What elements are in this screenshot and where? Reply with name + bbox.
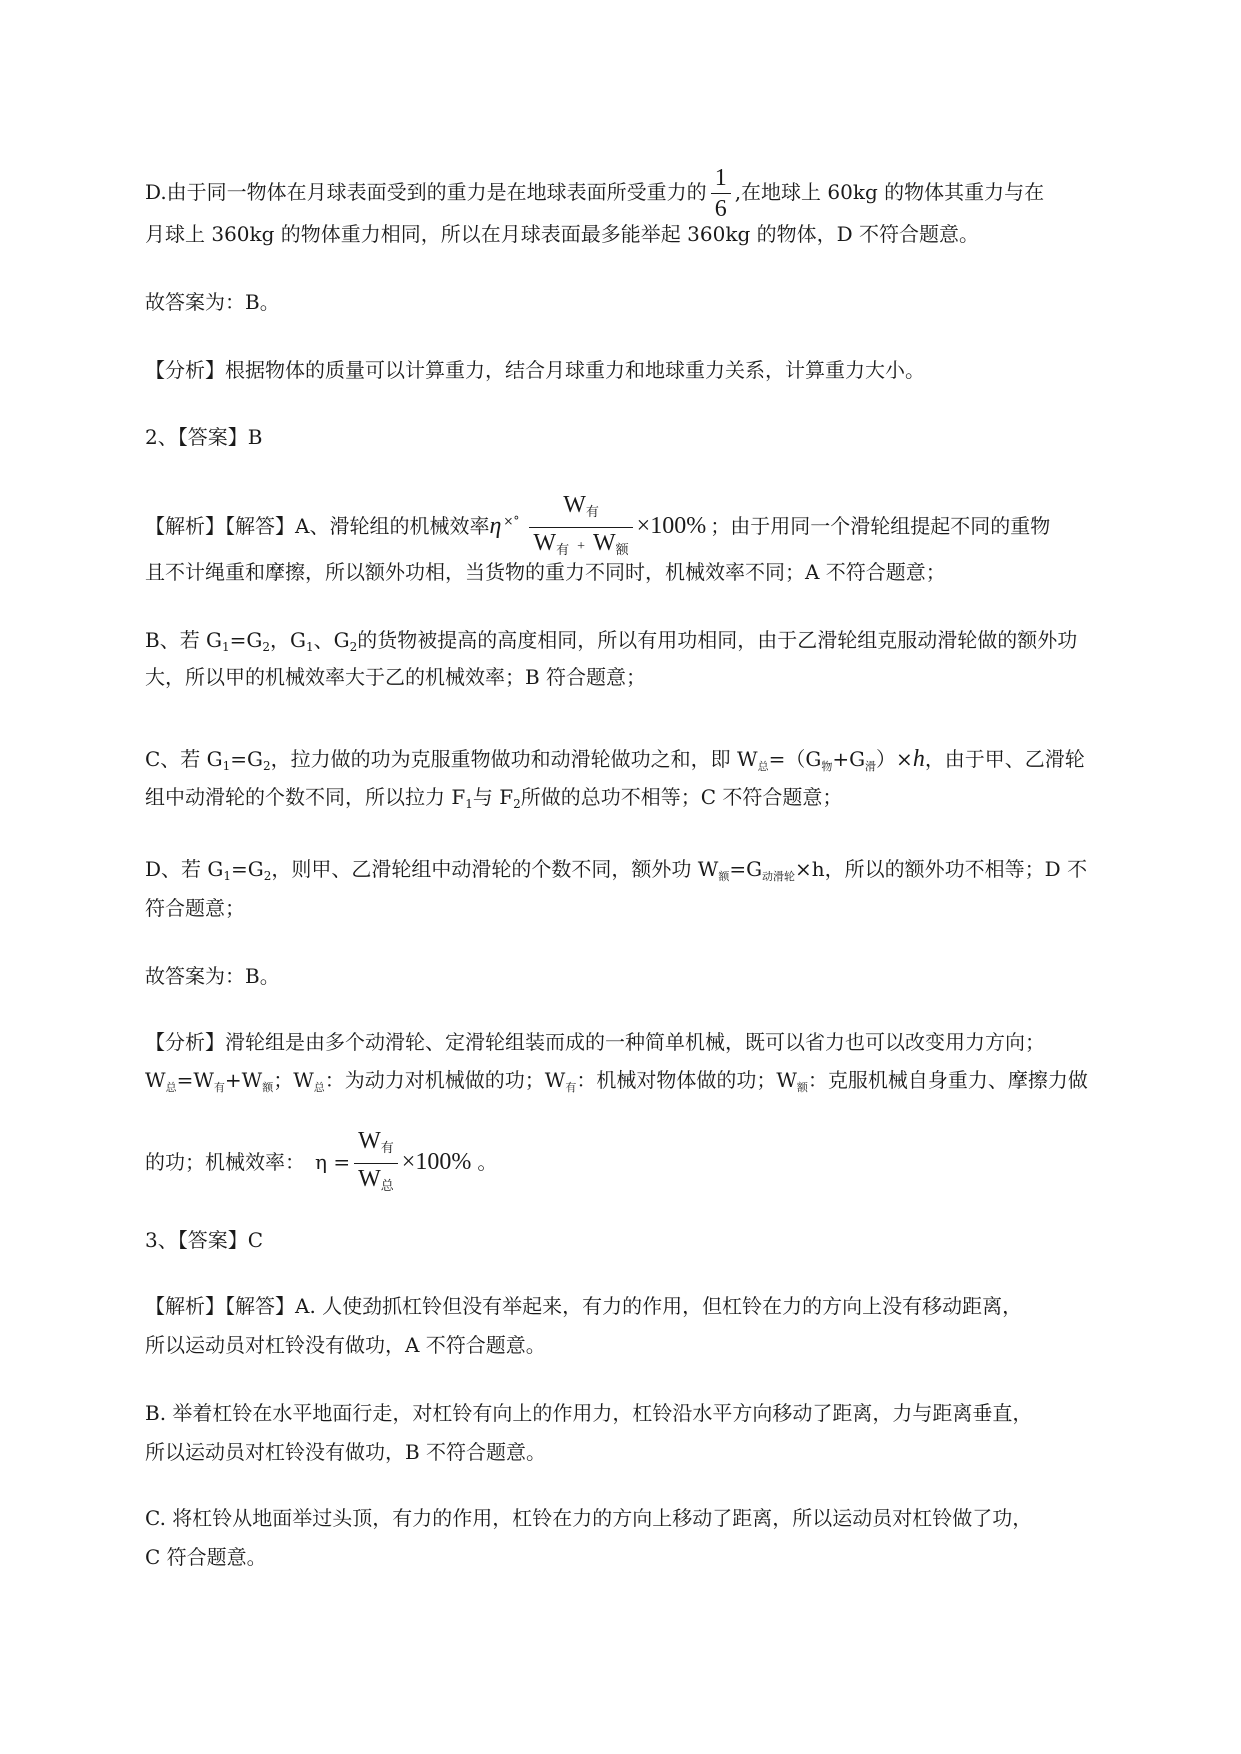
- q2-analysis-line2: $W_总=W_有+W_额$；$W_总$：为动力对机械做的功；$W_有$：机械对物体做的功；$W_额$：克服机械自身重力、摩擦力做: [145, 1068, 1088, 1094]
- q3-b-line1: B. 举着杠铃在水平地面行走，对杠铃有向上的作用力，杠铃沿水平方向移动了距离，力与距离垂直，: [145, 1401, 1033, 1425]
- q1-conclusion: 故答案为：B。: [145, 290, 280, 314]
- q1-analysis: 【分析】根据物体的质量可以计算重力，结合月球重力和地球重力关系，计算重力大小。: [145, 358, 925, 382]
- q2-c-line2: 组中动滑轮的个数不同，所以拉力 $F_1$与 $F_2$所做的总功不相等；C 不符合题意；: [145, 785, 843, 811]
- q2-analysis-line1: 【分析】滑轮组是由多个动滑轮、定滑轮组装而成的一种简单机械，既可以省力也可以改变用力方向；: [145, 1030, 1045, 1054]
- q2-d-line2: 符合题意；: [145, 896, 245, 920]
- q2-conclusion: 故答案为：B。: [145, 964, 280, 988]
- q2-d-line1: D、若 $G_1=G_2$，则甲、乙滑轮组中动滑轮的个数不同，额外功 $W_额=G_{动滑轮}\times h$，所以的额外功不相等；D 不: [145, 857, 1088, 883]
- q2-analysis-line3: 的功；机械效率： η = $\frac{\text{W有}}{\text{W总}}$ ×100% 。: [145, 1126, 497, 1201]
- efficiency-fraction: $\frac{\text{W有}}{\text{W有 + W额}}$: [529, 490, 632, 565]
- q1-d-line2: 月球上 360kg 的物体重力相同，所以在月球表面最多能举起 360kg 的物体，D 不符合题意。: [145, 222, 980, 246]
- q2-c-line1: C、若 $G_1=G_2$，拉力做的功为克服重物做功和动滑轮做功之和，即 $W_总=(G_物+G_滑)\times h$，由于甲、乙滑轮: [145, 746, 1085, 773]
- q2-b-line1: B、若 $G_1=G_2$，$G_1$、$G_2$的货物被提高的高度相同，所以有用功相同，由于乙滑轮组克服动滑轮做的额外功: [145, 628, 1078, 654]
- q3-b-line2: 所以运动员对杠铃没有做功，B 不符合题意。: [145, 1440, 547, 1464]
- q2-answer: 2、【答案】B: [145, 425, 263, 449]
- q2-b-line2: 大，所以甲的机械效率大于乙的机械效率；B 符合题意；: [145, 665, 647, 689]
- fraction-one-sixth: $\frac{1}{6}$: [711, 163, 731, 224]
- q3-c-line2: C 符合题意。: [145, 1545, 267, 1569]
- q3-a-line2: 所以运动员对杠铃没有做功，A 不符合题意。: [145, 1333, 546, 1357]
- efficiency-fraction-summary: $\frac{\text{W有}}{\text{W总}}$: [354, 1126, 398, 1201]
- q1-d-line1: D.由于同一物体在月球表面受到的重力是在地球表面所受重力的 $\frac{1}{6}$ ,在地球上 60kg 的物体其重力与在: [145, 165, 1045, 222]
- q2-a-line2: 且不计绳重和摩擦，所以额外功相，当货物的重力不同时，机械效率不同；A 不符合题意；: [145, 560, 946, 584]
- q3-answer: 3、【答案】C: [145, 1228, 264, 1252]
- q3-c-line1: C. 将杠铃从地面举过头顶，有力的作用，杠铃在力的方向上移动了距离，所以运动员对杠铃做了功，: [145, 1506, 1033, 1530]
- q2-a-line1: 【解析】【解答】A、滑轮组的机械效率η ×° $\frac{\text{W有}}{\text{W有 + W额}}$ ×100% ；由于用同一个滑轮组提起不同的重物: [145, 490, 1050, 565]
- q3-a-line1: 【解析】【解答】A. 人使劲抓杠铃但没有举起来，有力的作用，但杠铃在力的方向上没有移动距离，: [145, 1294, 1023, 1318]
